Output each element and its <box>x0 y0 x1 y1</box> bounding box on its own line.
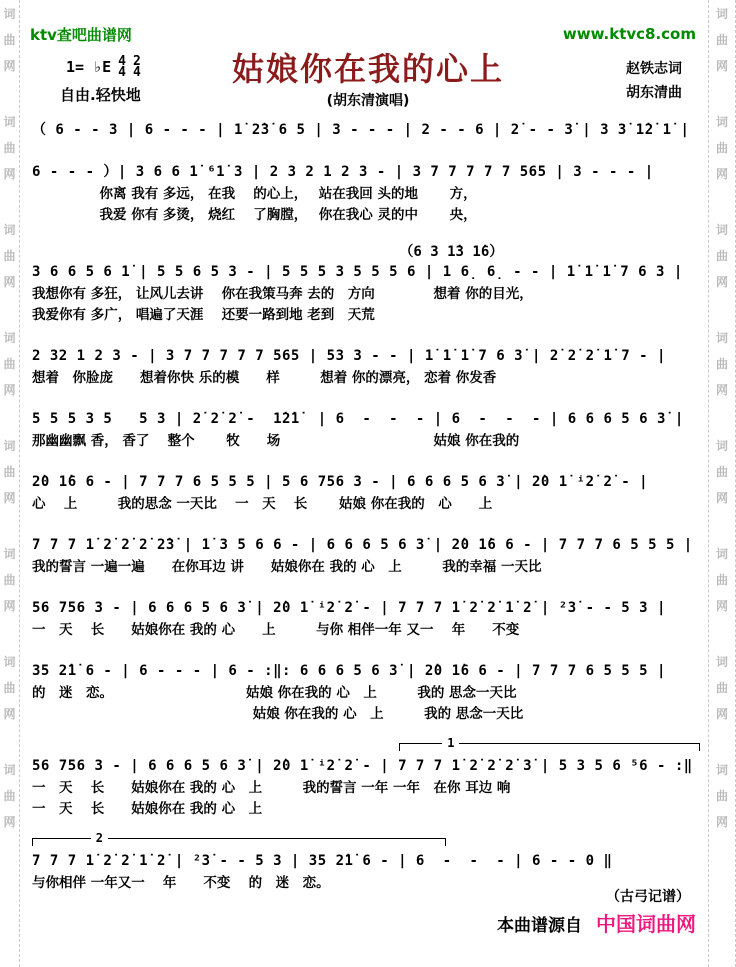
lyric-line: 心 上 我的思念 一天比 一 天 长 姑娘 你在我的 心 上 <box>32 496 493 512</box>
site-name-link[interactable]: ktv查吧曲谱网 <box>30 26 132 44</box>
watermark-char: 网 <box>715 491 728 505</box>
source-credit-prefix: 本曲谱源自 <box>497 916 582 936</box>
watermark-char: 曲 <box>715 573 728 587</box>
watermark-char: 曲 <box>3 33 16 47</box>
source-credit <box>497 908 696 937</box>
watermark-char: 词 <box>715 547 728 561</box>
score-system <box>32 407 700 452</box>
watermark-char: 词 <box>715 331 728 345</box>
watermark-char: 词 <box>3 331 16 345</box>
volta-bracket <box>399 736 700 751</box>
watermark-char: 网 <box>715 815 728 829</box>
watermark-char: 词 <box>715 7 728 21</box>
lyricist-credit: 赵铁志词 <box>626 61 682 77</box>
notation-line: 2̇0 1̇6 6 - | 7 7 7 6 5 5 5 | 5 6 756 3 - | 6 6 6 5 6 3̇ | 2̇0 1̇ ⁱ2̇ 2̇ - | <box>32 474 649 490</box>
watermark-char: 曲 <box>3 465 16 479</box>
lyric-line: 我爱你有 多广， 唱遍了天涯 还要一路到地 老到 天荒 <box>32 307 375 323</box>
watermark-char: 词 <box>715 223 728 237</box>
lyric-line: 那幽幽飘 香， 香了 整个 牧 场 姑娘 你在我的 <box>32 433 520 449</box>
watermark-char: 词 <box>715 763 728 777</box>
lyric-line: 一 天 长 姑娘你在 我的 心 上 <box>32 801 263 817</box>
watermark-column-left <box>0 0 20 967</box>
lyric-line: 我爱 你有 多烫， 烧红 了胸膛， 你在我心 灵的中 央， <box>32 207 477 223</box>
watermark-char: 词 <box>3 7 16 21</box>
volta-label: 1 <box>442 736 459 750</box>
site-url-link[interactable]: www.ktvc8.com <box>562 25 696 43</box>
lyric-line: 我的誓言 一遍一遍 在你耳边 讲 姑娘你在 我的 心 上 我的幸福 一天比 <box>32 559 542 575</box>
watermark-char: 曲 <box>715 141 728 155</box>
watermark-char: 词 <box>715 115 728 129</box>
watermark-char: 网 <box>715 707 728 721</box>
notation-line: 2 32 1 2 3 - | 3 7 7 7 7 7 565 | 53 3 - - | 1̇ 1̇ 1̇ 7 6 3̇ | 2̇ 2̇ 2̇ 1̇ 7 - | <box>32 348 666 364</box>
watermark-char: 词 <box>3 223 16 237</box>
watermark-char: 网 <box>715 383 728 397</box>
watermark-char: 网 <box>715 167 728 181</box>
notation-line: 3 6 6 5 6 1̇ | 5 5 6 5 3 - | 5 5 5 3 5 5 5 6 | 1 6̣ 6̣ - - | 1̇ 1̇ 1̇ 7 6 3 | <box>32 264 683 280</box>
notation-line: 7 7 7 1̇ 2̇ 2̇ 2̇ 2̇3̇ | 1̇ 3 5 6 6 - | 6 6 6 5 6 3̇ | 2̇0 1̇6 6 - | 7 7 7 6 5 5 5 | <box>32 537 693 553</box>
watermark-char: 网 <box>3 815 16 829</box>
notation-line: 35 2̇1̇ 6 - | 6 - - - | 6 - :‖: 6 6 6 5 6 3̇ | 2̇0 1̇6 6 - | 7 7 7 6 5 5 5 | <box>32 663 666 679</box>
watermark-char: 网 <box>3 599 16 613</box>
volta-label: 2 <box>91 831 108 845</box>
tempo-marking: 自由.轻快地 <box>60 86 141 104</box>
watermark-char: 曲 <box>3 249 16 263</box>
time-signature-2: 2 4 <box>132 54 141 80</box>
watermark-char: 网 <box>3 491 16 505</box>
source-site-link[interactable]: 中国词曲网 <box>596 912 696 936</box>
watermark-char: 网 <box>3 707 16 721</box>
score-system <box>32 533 700 578</box>
watermark-char: 网 <box>3 383 16 397</box>
watermark-char: 曲 <box>3 141 16 155</box>
watermark-char: 曲 <box>715 357 728 371</box>
watermark-char: 词 <box>3 115 16 129</box>
lyric-line: 我想你有 多狂， 让风儿去讲 你在我策马奔 去的 方向 想着 你的目光， <box>32 286 533 302</box>
watermark-char: 词 <box>3 547 16 561</box>
score-system <box>32 470 700 515</box>
watermark-char: 网 <box>3 167 16 181</box>
watermark-char: 词 <box>715 655 728 669</box>
watermark-char: 曲 <box>3 357 16 371</box>
watermark-char: 曲 <box>3 573 16 587</box>
lyric-line: 一 天 长 姑娘你在 我的 心 上 我的誓言 一年 一年 在你 耳边 响 <box>32 780 511 796</box>
score-system <box>32 831 700 894</box>
key-label: 1= ♭E <box>66 58 112 76</box>
watermark-char: 曲 <box>715 789 728 803</box>
score-system <box>32 659 700 725</box>
lyric-line: 你离 我有 多远， 在我 的心上， 站在我回 头的地 方， <box>32 186 477 202</box>
watermark-char: 曲 <box>715 465 728 479</box>
song-title: 姑娘你在我的心上 <box>231 50 504 88</box>
notation-annotation: （6 3 1̇3 1̇6） <box>399 244 504 260</box>
lyric-line: 姑娘 你在我的 心 上 我的 思念一天比 <box>32 706 524 722</box>
watermark-char: 网 <box>715 59 728 73</box>
watermark-char: 曲 <box>3 789 16 803</box>
time-signature-1: 4 4 <box>118 54 126 80</box>
watermark-char: 网 <box>3 59 16 73</box>
score-system <box>32 160 700 226</box>
notation-line: 5 5 5 3 5 5 3 | 2̇ 2̇ 2̇ - 1̇2̇1̇ | 6 - - - | 6 - - - | 6 6 6 5 6 3̇ | <box>32 411 684 427</box>
notation-line: 56 756 3 - | 6 6 6 5 6 3̇ | 2̇0 1̇ ⁱ2̇ 2̇ - | 7 7 7 1̇ 2̇ 2̇ 1̇ 2̇ | ²3̇ - - 5 3 | <box>32 600 666 616</box>
notation-line: 7 7 7 1̇ 2̇ 2̇ 1̇ 2̇ | ²3̇ - - 5 3 | 35 2̇1̇ 6 - | 6 - - - | 6 - - 0 ‖ <box>32 853 613 869</box>
performer-subtitle: (胡东清演唱) <box>326 93 410 109</box>
watermark-column-right <box>708 0 736 967</box>
watermark-char: 网 <box>3 275 16 289</box>
watermark-char: 网 <box>715 599 728 613</box>
lyric-line: 一 天 长 姑娘你在 我的 心 上 与你 相伴一年 又一 年 不变 <box>32 622 520 638</box>
notation-line: 56 756 3 - | 6 6 6 5 6 3̇ | 2̇0 1̇ ⁱ2̇ 2̇ - | 7 7 7 1̇ 2̇ 2̇ 2̇ 3̇ | 5 3 5 6 ⁵6 - :‖ <box>32 758 693 774</box>
score-system <box>32 118 700 142</box>
score <box>32 118 700 912</box>
score-system <box>32 596 700 641</box>
lyric-line: 的 迷 恋。 姑娘 你在我的 心 上 我的 思念一天比 <box>32 685 517 701</box>
watermark-char: 网 <box>715 275 728 289</box>
notation-line: 6 - - - ）| 3 6 6 1̇ ⁶1̇ 3 | 2 3 2 1 2 3 - | 3 7 7 7 7 7 565 | 3 - - - | <box>32 164 654 180</box>
composer-credit: 胡东清曲 <box>626 85 682 101</box>
watermark-char: 曲 <box>715 681 728 695</box>
watermark-char: 词 <box>715 439 728 453</box>
notation-line: （ 6 - - 3 | 6 - - - | 1̇ 2̇3̇ 6 5 | 3 - - - | 2 - - 6 | 2̇ - - 3̇ | 3 3̇ 1̇2̇ 1̇ | <box>32 122 690 138</box>
score-system <box>32 344 700 389</box>
watermark-char: 词 <box>3 439 16 453</box>
watermark-char: 曲 <box>715 249 728 263</box>
lyric-line: 与你相伴 一年又一 年 不变 的 迷 恋。 <box>32 875 330 891</box>
key-signature <box>66 56 141 78</box>
score-system <box>32 736 700 820</box>
volta-bracket <box>32 831 446 846</box>
watermark-char: 曲 <box>715 33 728 47</box>
score-system <box>32 244 700 326</box>
notation-credit: （古弓记谱） <box>606 889 690 905</box>
watermark-char: 曲 <box>3 681 16 695</box>
watermark-char: 词 <box>3 763 16 777</box>
lyric-line: 想着 你脸庞 想着你快 乐的模 样 想着 你的漂亮， 恋着 你发香 <box>32 370 497 386</box>
watermark-char: 词 <box>3 655 16 669</box>
